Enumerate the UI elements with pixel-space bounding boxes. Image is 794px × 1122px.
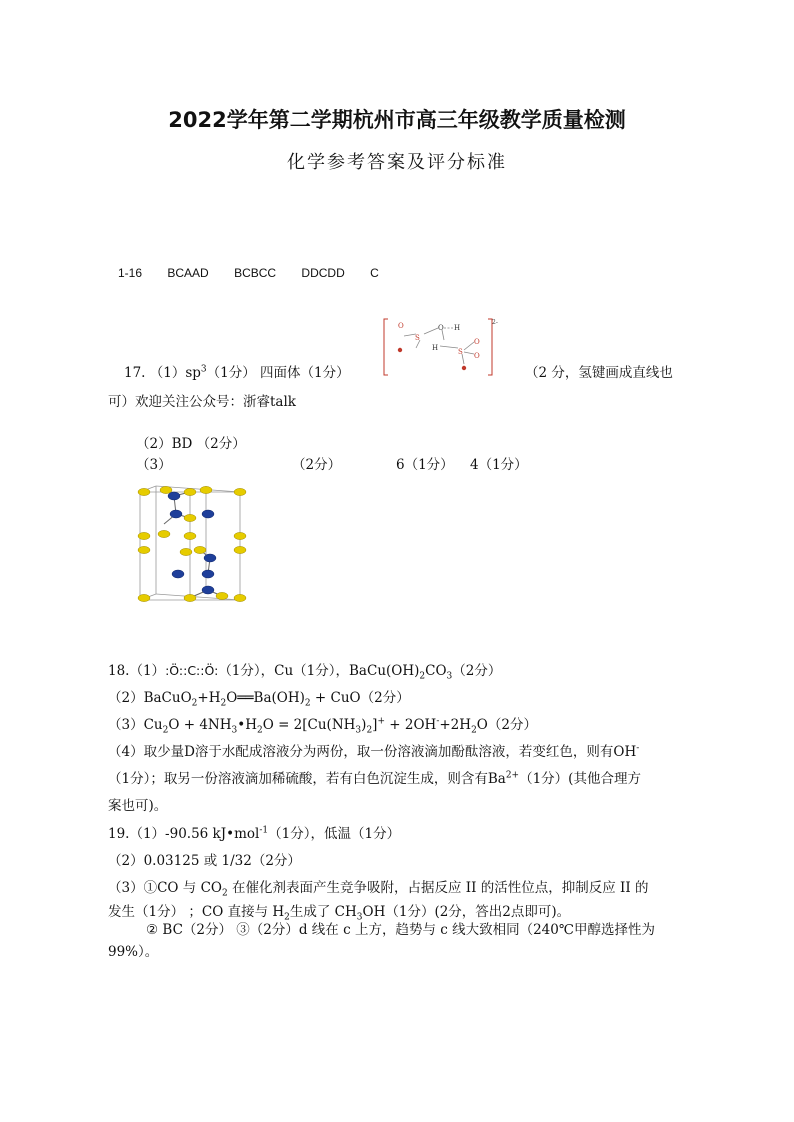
atom-s: S <box>415 334 420 342</box>
atom-o: O <box>474 338 480 346</box>
crystal-unit-cell <box>128 478 262 612</box>
q19-part1: 19.（1）-90.56 kJ•mol$^{-1}$（1分），低温（1分） <box>108 825 401 842</box>
q17-part1: 17. $(1)sp^3(1$分） 四面体（1分） <box>124 364 350 381</box>
oxygen-atom <box>462 366 466 370</box>
q19-part3-line1: （3）①CO 与 $CO_2$ 在催化剂表面产生竞争吸附，占据反应 II 的活性位点，抑制反应 II 的 <box>108 880 649 899</box>
q18-part4-line1: （4）取少量D溶于水配成溶液分为两份，取一份溶液滴加酚酞溶液，若变红色，则有OH- <box>108 743 640 760</box>
q19-part3-line2: 发生（1分） ；CO 直接与 $H_2$生成了 $CH_3OH(1$分）(2分，答出2点即可)。 <box>108 904 571 923</box>
q17-part3-score: （2分） <box>292 457 342 473</box>
q18-part1: 18.（1）:Ö::C::Ö:（1分），Cu（1分），$BaCu(OH)_2CO_3(2$分） <box>108 663 502 682</box>
q17-part3-b: 6（1分） <box>396 457 454 473</box>
oxygen-atom <box>398 348 402 352</box>
answer-group-1: BCAAD <box>167 266 209 280</box>
q17-part1-cont: 可）欢迎关注公众号：浙睿talk <box>108 394 296 410</box>
choice-answers <box>118 266 401 280</box>
q19-part3-line4: 99%）。 <box>108 944 159 960</box>
atom-h: H <box>432 344 439 352</box>
atom-o: O <box>474 352 480 360</box>
q18-part3: $(3)Cu_2O$ + $4NH_3•H_2O = 2[Cu(NH_3)_2]^+ + 2OH^-+2H_2O(2$分） <box>108 716 537 736</box>
answer-range: 1-16 <box>118 266 143 280</box>
atom-s: S <box>458 348 463 356</box>
q18-part2: $(2)BaCuO_2+H_2O══Ba(OH)_2 + CuO(2$分） <box>108 690 410 709</box>
atom-h: H <box>454 324 461 332</box>
yellow-atoms <box>138 486 246 601</box>
q19-part2: （2）0.03125 或 1/32（2分） <box>108 853 301 869</box>
page-title: 2022学年第二学期杭州市高三年级教学质量检测 <box>168 108 626 132</box>
q17-part1-score: （2 分，氢键画成直线也 <box>525 365 673 381</box>
answer-group-4: C <box>370 266 379 280</box>
ion-charge: 2- <box>492 319 498 326</box>
atom-o: O <box>398 322 404 330</box>
hydrogen-bonded-ion-structure <box>382 316 498 378</box>
answer-group-2: BCBCC <box>234 266 277 280</box>
co2-lewis-structure: :Ö::C::Ö: <box>165 663 219 678</box>
page-subtitle: 化学参考答案及评分标准 <box>287 152 507 173</box>
q17-part2: （2）BD （2分） <box>136 436 246 452</box>
answer-group-3: DDCDD <box>301 266 345 280</box>
q17-part3-label: （3） <box>136 457 172 473</box>
q18-part4-line2: （1分）；取另一份溶液滴加稀硫酸，若有白色沉淀生成，则含有$Ba^{2+}(1$分）(其他合理方 <box>108 770 641 787</box>
q18-part4-line3: 案也可)。 <box>108 798 168 814</box>
q17-part3-c: 4（1分） <box>470 457 528 473</box>
atom-o: O <box>438 324 444 332</box>
q19-part3-line3: ② BC（2分） ③（2分）d 线在 c 上方，趋势与 c 线大致相同（240℃甲醇选择性为 <box>146 922 655 938</box>
